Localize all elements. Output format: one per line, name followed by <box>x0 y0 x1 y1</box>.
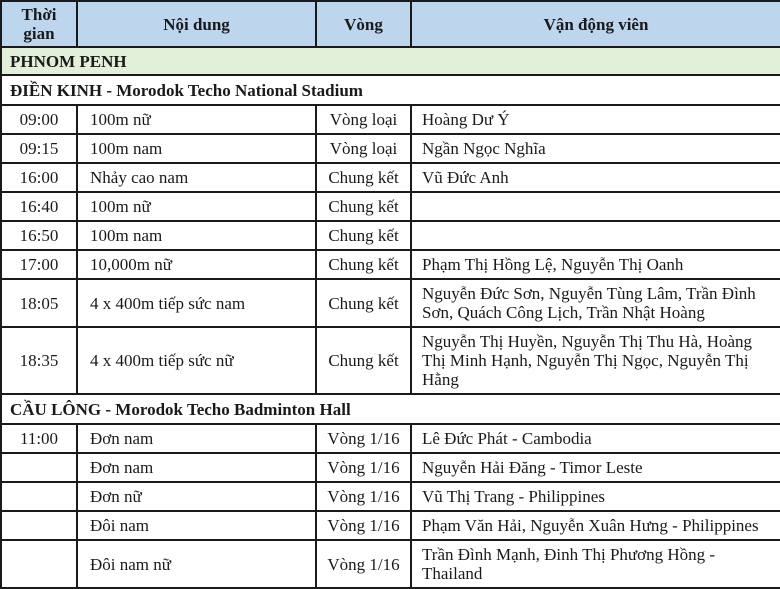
event-cell: 100m nam <box>77 134 316 163</box>
city-section-row <box>1 47 780 75</box>
event-cell: Nhảy cao nam <box>77 163 316 192</box>
round-cell: Vòng loại <box>316 134 411 163</box>
time-cell <box>1 511 77 540</box>
event-cell: 4 x 400m tiếp sức nam <box>77 279 316 327</box>
round-cell: Chung kết <box>316 163 411 192</box>
city-section-label: PHNOM PENH <box>1 47 780 75</box>
event-cell: Đơn nam <box>77 424 316 453</box>
athletes-cell: Lê Đức Phát - Cambodia <box>411 424 780 453</box>
round-cell: Chung kết <box>316 327 411 394</box>
event-row <box>1 163 780 192</box>
athletes-cell: Ngần Ngọc Nghĩa <box>411 134 780 163</box>
round-cell: Chung kết <box>316 279 411 327</box>
athletes-cell: Vũ Thị Trang - Philippines <box>411 482 780 511</box>
venue-section-row <box>1 394 780 424</box>
event-cell: Đơn nữ <box>77 482 316 511</box>
event-row <box>1 453 780 482</box>
event-row <box>1 192 780 221</box>
venue-section-label: CẦU LÔNG - Morodok Techo Badminton Hall <box>1 394 780 424</box>
event-row <box>1 327 780 394</box>
time-cell: 11:00 <box>1 424 77 453</box>
column-header-round: Vòng <box>316 1 411 47</box>
event-cell: Đôi nam nữ <box>77 540 316 588</box>
table-body <box>1 47 780 588</box>
athletes-cell <box>411 192 780 221</box>
round-cell: Vòng 1/16 <box>316 511 411 540</box>
event-row <box>1 424 780 453</box>
event-cell: Đôi nam <box>77 511 316 540</box>
round-cell: Chung kết <box>316 221 411 250</box>
event-row <box>1 540 780 588</box>
athletes-cell: Phạm Thị Hồng Lệ, Nguyễn Thị Oanh <box>411 250 780 279</box>
time-cell: 16:00 <box>1 163 77 192</box>
athletes-cell: Nguyễn Hải Đăng - Timor Leste <box>411 453 780 482</box>
round-cell: Vòng 1/16 <box>316 453 411 482</box>
round-cell: Chung kết <box>316 250 411 279</box>
event-cell: 4 x 400m tiếp sức nữ <box>77 327 316 394</box>
event-cell: 100m nữ <box>77 192 316 221</box>
athletes-cell: Nguyễn Đức Sơn, Nguyễn Tùng Lâm, Trần Đình Sơn, Quách Công Lịch, Trần Nhật Hoàng <box>411 279 780 327</box>
round-cell: Vòng 1/16 <box>316 482 411 511</box>
time-cell: 16:50 <box>1 221 77 250</box>
time-cell <box>1 453 77 482</box>
header-row <box>1 1 780 47</box>
event-cell: 10,000m nữ <box>77 250 316 279</box>
venue-section-row <box>1 75 780 105</box>
event-row <box>1 105 780 134</box>
athletes-cell: Nguyễn Thị Huyền, Nguyễn Thị Thu Hà, Hoàng Thị Minh Hạnh, Nguyễn Thị Ngọc, Nguyễn Thị Hằng <box>411 327 780 394</box>
time-cell: 09:00 <box>1 105 77 134</box>
event-row <box>1 134 780 163</box>
time-cell: 18:05 <box>1 279 77 327</box>
round-cell: Vòng 1/16 <box>316 424 411 453</box>
venue-section-label: ĐIỀN KINH - Morodok Techo National Stadium <box>1 75 780 105</box>
time-cell <box>1 482 77 511</box>
event-cell: 100m nữ <box>77 105 316 134</box>
athletes-cell: Trần Đình Mạnh, Đinh Thị Phương Hồng - Thailand <box>411 540 780 588</box>
event-cell: Đơn nam <box>77 453 316 482</box>
column-header-event: Nội dung <box>77 1 316 47</box>
round-cell: Vòng loại <box>316 105 411 134</box>
event-row <box>1 511 780 540</box>
round-cell: Vòng 1/16 <box>316 540 411 588</box>
athletes-cell: Vũ Đức Anh <box>411 163 780 192</box>
athletes-cell: Hoàng Dư Ý <box>411 105 780 134</box>
time-cell: 18:35 <box>1 327 77 394</box>
athletes-cell: Phạm Văn Hải, Nguyễn Xuân Hưng - Philippines <box>411 511 780 540</box>
table-header <box>1 1 780 47</box>
column-header-time: Thời gian <box>1 1 77 47</box>
round-cell: Chung kết <box>316 192 411 221</box>
time-cell: 09:15 <box>1 134 77 163</box>
time-cell: 16:40 <box>1 192 77 221</box>
column-header-athletes: Vận động viên <box>411 1 780 47</box>
event-cell: 100m nam <box>77 221 316 250</box>
event-row <box>1 279 780 327</box>
time-cell <box>1 540 77 588</box>
athletes-cell <box>411 221 780 250</box>
time-cell: 17:00 <box>1 250 77 279</box>
event-row <box>1 482 780 511</box>
event-row <box>1 221 780 250</box>
event-row <box>1 250 780 279</box>
